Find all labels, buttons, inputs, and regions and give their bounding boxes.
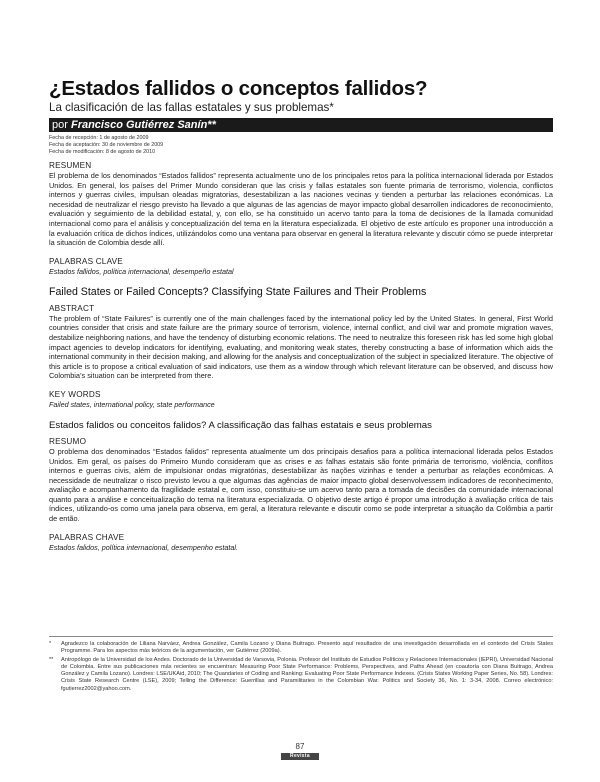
key-words-label: KEY WORDS xyxy=(49,389,101,399)
date-accepted: Fecha de aceptación: 30 de noviembre de 2009 xyxy=(49,142,164,148)
resumo-text: O problema dos denominados “Estados falidos” representa atualmente um dos principais desafios para a política internacional liderada pelos Estados Unidos. Em geral, os países do Primeiro Mundo consideram que as crises e as falhas estatais são fonte primária de terrorismo, violência, conflitos internos e guerras civis, além de impulsionar ondas migratórias, desestabilizar às nações vizinhas e tender a perturbar as relações econômicas. A necessidade de neutralizar o risco previsto levou a que algumas das agências de maior impacto global desenvolvessem indicadores de reconhecimento, avaliação e acompanhamento da fragilidade estatal e, com isso, constituiu-se um acervo tanto para a tomada de decisões da comunidade internacional quanto para a análise e conceitualização do tema na literatura especializada. O objetivo deste artigo é propor uma introdução à avaliação crítica de tais índices, utilizando-os como uma janela para observa, em geral, a literatura relevante e discutir como se pode interpretar a situação da Colômbia a partir de então. xyxy=(49,446,553,524)
resumen-text: El problema de los denominados “Estados fallidos” representa actualmente uno de los principales retos para la política internacional liderada por Estados Unidos. En general, los países del Primer Mundo consideran que las crisis y fallas estatales son fuente primaria de terrorismo, violencia, conflictos internos y guerras civiles, impulsan oleadas migratorias, desestabilizan a las naciones vecinas y tienden a perturbar las relaciones económicas. La necesidad de neutralizar el riesgo previsto ha llevado a que algunas de las agencias de mayor impacto global desarrollen indicadores de reconocimiento, evaluación y seguimiento de la debilidad estatal, y, con ello, se ha constituido un acervo tanto para la toma de decisiones de la llamada comunidad internacional como para el análisis y conceptualización del tema en la literatura especializada. El objetivo de este artículo es proponer una introducción a la evaluación crítica de dichos índices, utilizándolos como una ventana para observar en general la literatura relevante y discutir cómo se puede interpretar la situación de Colombia desde allí. xyxy=(49,171,553,248)
footnote xyxy=(49,641,553,655)
abstract-text: The problem of “State Failures” is currently one of the main challenges faced by the international policy led by the United States. In general, First World countries consider that crisis and state failure are the primary source of terrorism, violence, internal conflict, and civil war and promote migration waves, destabilize neighboring nations, and have the tendency of disturbing economic relations. The need to neutralize this foreseen risk has led some high global impact agencies to develop indicators for identifying, evaluating, and monitoring weak states, thereby constructing a base of information which aids the international community in their decision making, and allowing for the analysis and conceptualization of the subject in specialized literature. The objective of this article is to propose a critical evaluation of said indicators, use them as a window through which relevant literature can be observed, and discuss how Colombia’s situation can be interpreted from there. xyxy=(49,313,554,381)
palabras-chave: Estados falidos, política internacional, desempenho estatal. xyxy=(49,542,238,552)
resumo-label: RESUMO xyxy=(49,436,87,446)
journal-logo: Revista xyxy=(281,753,319,760)
footnote-mark: ** xyxy=(49,657,54,664)
author-prefix: por xyxy=(52,119,71,131)
key-words: Failed states, international policy, state performance xyxy=(49,399,215,409)
footnotes xyxy=(49,636,553,695)
abstract-label: ABSTRACT xyxy=(49,303,95,313)
article-title: ¿Estados fallidos o conceptos fallidos? xyxy=(49,77,428,100)
footnote-mark: * xyxy=(49,641,52,647)
portuguese-title: Estados falidos ou conceitos falidos? A classificação das falhas estatais e seus problemas xyxy=(49,419,432,431)
palabras-chave-label: PALABRAS CHAVE xyxy=(49,532,125,542)
date-received: Fecha de recepción: 1 de agosto de 2009 xyxy=(49,135,149,141)
resumen-label: RESUMEN xyxy=(49,161,92,170)
article xyxy=(49,78,553,553)
author-bar xyxy=(49,118,553,132)
author-name: Francisco Gutiérrez Sanín** xyxy=(70,119,216,131)
footnote xyxy=(49,657,553,692)
footnote-text: Antropólogo de la Universidad de los Andes. Doctorado de la Universidad de Varsovia, Polonia. Profesor del Instituto de Estudios Políticos y Relaciones Internacionales (IEPRI), Universidad Nacional de Colombia. Entre sus publicaciones más recientes se encuentran: Measuring Poor State Performance: Problems, Perspectives, and Paths Ahead (en coautoría con Diana Buitrago, Andrea González y Camila Lozano). Londres: LSE/UKAid, 2010; The Quandaries of Coding and Ranking: Evaluating Poor State Performance Indexes. (Crisis States Working Paper Series, No. 58). Londres: Crisis State Research Centre (LSE), 2009; Telling the Difference: Guerrillas and Paramilitaries in the Colombian War. Politics and Society 36, No. 1: 3-34, 2008. Correo electrónico: fgutierrez2002@yahoo.com. xyxy=(61,657,553,692)
palabras-clave: Estados fallidos, política internacional, desempeño estatal xyxy=(49,266,234,276)
page-number: 87 xyxy=(295,742,305,751)
article-dates xyxy=(49,135,553,156)
article-subtitle: La clasificación de las fallas estatales y sus problemas* xyxy=(49,101,334,114)
palabras-clave-label: PALABRAS CLAVE xyxy=(49,256,123,266)
footnote-text: Agradezco la colaboración de Liliana Narváez, Andrea González, Camila Lozano y Diana Buitrago. Presento aquí resultados de una investigación desarrollada en el contexto del Crisis States Programme. Para los aspectos más teóricos de la argumentación, ver Gutiérrez (2009a). xyxy=(61,641,553,655)
date-modified: Fecha de modificación: 8 de agosto de 2010 xyxy=(49,149,156,155)
english-title: Failed States or Failed Concepts? Classifying State Failures and Their Problems xyxy=(49,285,427,298)
